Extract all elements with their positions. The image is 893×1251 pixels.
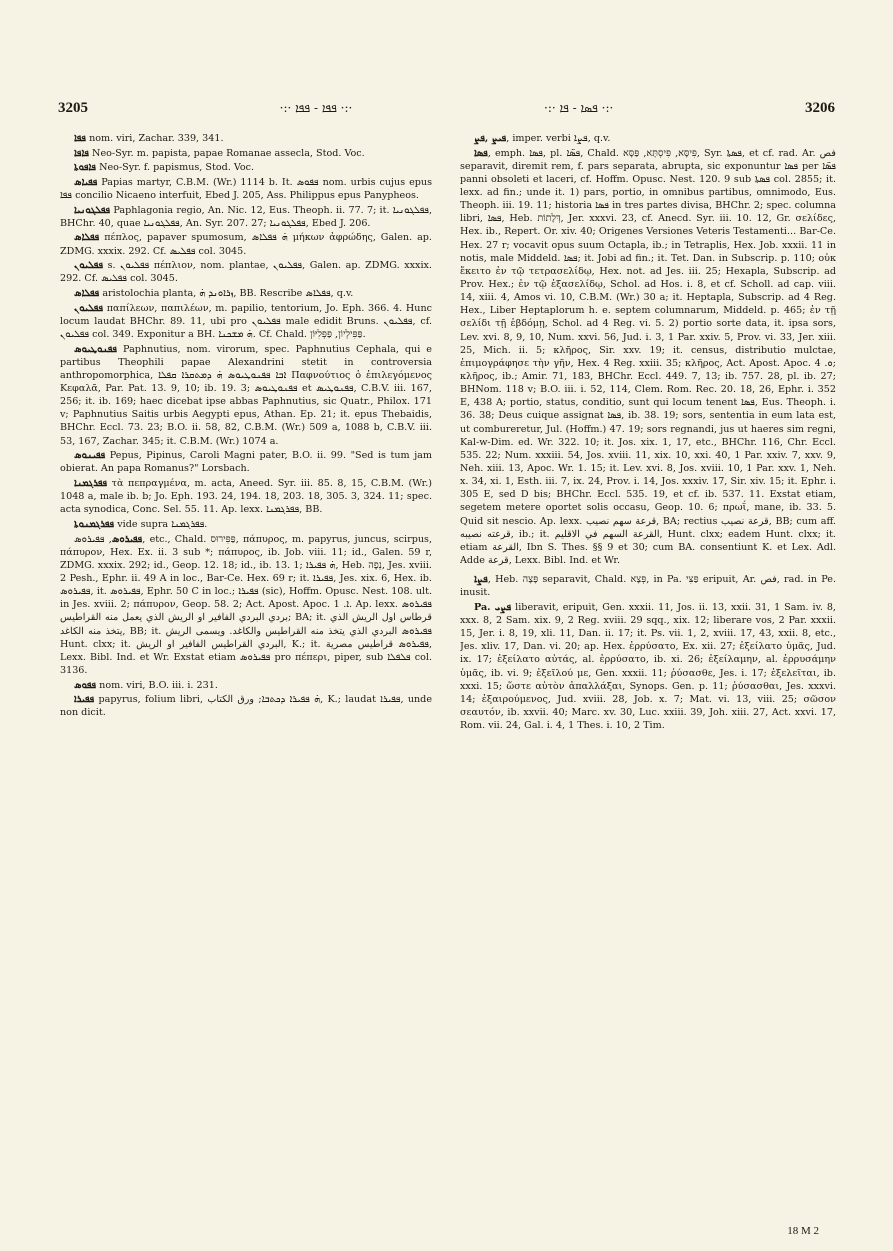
entry-headword: ܦܦܠܝܘܢ bbox=[74, 260, 104, 272]
right-page-number: 3206 bbox=[804, 99, 835, 116]
entry-headword: ܦܦܝܪܘܣ bbox=[111, 533, 143, 545]
entry-headword: ܦܦܪܓܡܢܐ bbox=[74, 478, 108, 490]
left-running-title: ·:· ܦܦܐ - ܦܦܐ ·:· bbox=[279, 100, 353, 115]
entry-headword: ܦܦܝܢܘܣ bbox=[74, 450, 106, 462]
entry-text: παπίλεων, παπιλέων, m. papilio, tentorium, Jo. Eph. 366. 4. Hunc locum laudat BHChr. 89. 11, ubi pro ܦܦܠܝܘܢ male edidit Bruns. ܦܦܠܝܘܢ, cf. ܦܦܠܝܘܢ col. 349. Exponitur a BH. ܗ̇ ܡܫܟܢܐ. Cf. Chald. פַּפִּילְיוֹן, פַּפְּלִיּוֹן. bbox=[60, 302, 432, 340]
entry-headword: Pa. ܦܨܝ bbox=[474, 601, 512, 613]
entry-text: Papias martyr, C.B.M. (Wr.) 1114 b. It. ܦܦܘܣ nom. urbis cujus epus ܦܦܐ concilio Nicaeno interfuit, Ebed J. 205, Ass. Philippus epus Panypheos. bbox=[60, 176, 432, 202]
entry-text: Neo-Syr. m. papista, papae Romanae assecla, Stod. Voc. bbox=[89, 147, 365, 159]
dictionary-entry bbox=[60, 204, 432, 230]
entry-headword: ܦܦܠܓܘܢܝܐ bbox=[74, 204, 111, 216]
dictionary-entry bbox=[60, 302, 432, 341]
left-column bbox=[60, 132, 432, 1211]
signature-mark: 18 M 2 bbox=[787, 1225, 819, 1237]
dictionary-entry bbox=[60, 147, 432, 160]
dictionary-entry bbox=[60, 287, 432, 300]
dictionary-entry bbox=[60, 231, 432, 257]
entry-headword: ܦܝܨ ,ܦܨ bbox=[474, 133, 507, 144]
entry-headword: ܦܦܝܐܣ bbox=[74, 176, 98, 188]
entry-headword: ܦܣܐ bbox=[474, 147, 488, 159]
dictionary-entry bbox=[60, 161, 432, 174]
entry-headword: ܦܦܠܐܣ bbox=[74, 232, 100, 244]
entry-headword: ܦܦܪܓܡܢܘܬܐ bbox=[74, 518, 115, 530]
entry-text: liberavit, eripuit, Gen. xxxii. 11, Jos. ii. 13, xxii. 31, 1 Sam. iv. 8, xxx. 8, 2 Sam. xix. 9, 2 Reg. xviii. 29 sqq., xix. 12; liberare vos, 2 Par. xxxii. 15, Jer. i. 8, 19, xli. 11, Dan. ii. 17; it. Ps. vii. 1, 2, xviii. 17, 43, xxii. 8, etc., Jes. xliv. 17, Dan. vi. 20; ap. Hex. ἐρρύσατο, Ex. xii. 27; ἐξείλατο ὑμᾶς, Jud. ix. 17; ἐξείλατο αὐτάς, al. ἐρρύσατο, ib. xi. 26; ἐξείλαμην, al. ἐρρυσάμην ὑμᾶς, ib. vi. 9; ἐξεῖλού με, Gen. xxxii. 11; ῥύσασθε, Jes. i. 17; ἐξελεῖται, ib. xxxi. 15; ὥστε αὐτὸν ἀπαλλάξαι, Synops. Gen. p. 11; ῥύσασθαι, Jes. xxxvi. 14; ἐξαιρούμενος, Jud. xviii. 28, Job. x. 7; Mat. vi. 13, viii. 25; σῶσον σεαυτόν, ib. xxvii. 40; Marc. xv. 30, Luc. xxiii. 39, Joh. xiii. 27, Act. xxvi. 17, Rom. vii. 24, Gal. i. 4, 1 Thes. i. 10, 2 Tim. bbox=[460, 601, 836, 732]
entry-text: s. ܦܦܠܝܘܢ πέπλιον, nom. plantae, ܦܦܠܝܘܢ, Galen. ap. ZDMG. xxxix. 292. Cf. ܦܦܠܝܣ col. 3045. bbox=[60, 260, 432, 285]
entry-text: , imper. verbi ܦܨܐ, q.v. bbox=[506, 133, 611, 144]
entry-headword: ܦܦܠܐܣ bbox=[74, 288, 100, 300]
left-page-number: 3205 bbox=[58, 99, 88, 116]
entry-text: Paphnutius, nom. virorum, spec. Paphnutius Cephala, qui e partibus Theophili papae Alexandrini stetit in controversia anthropomorphica, ܐܒܐ ܦܦܢܘܛܝܘܣ ܗ̇ ܕܡܬܩܪܐ ܩܦܠܐ Παφνούτιος ὁ ἐπιλεγόμενος Κεφαλᾶ, Par. Pat. 13. 9, 10; ib. 19. 3; ܦܦܢܘܛܝܘܣ et ܦܦܢܘܛܝܣ, C.B.V. iii. 167, 256; it. ib. 169; haec dicebat ipse abbas Paphnutius, sic Quatr., Philox. 171 v; Paphnutius Saitis urbis Aegypti epus, Athan. Ep. 21; it. epus Thebaidis, BHChr. Eccl. 73. 23; B.O. ii. 58, 82, C.B.M. (Wr.) 509 a, 1088 b, C.B.V. iii. 53, 167, Zachar. 345; it. C.B.M. (Wr.) 1074 a. bbox=[60, 343, 432, 447]
entry-text: , emph. ܦܣܐ, pl. ܦܣ̈ܐ, Chald. פִּיסָּא, פִּיסְתָּא, פַּסָּא, Syr. ܦܣܬܐ, et cf. rad. Ar. فص separavit, diremit rem, f. pars separata, abrupta, sic exponuntur ܦܣܐ per ܦܣ̈ܐ panni obsoleti et laceri, cf. Hoffm. Opusc. Nest. 120. 9 sub ܦܣܬܐ col. 2855; it. lexx. ad fin.; unde it. 1) pars, portio, in omnibus partibus, omnimodo, Eus. Theoph. iii. 19. 11; historia ܦܣܐ in tres partes divisa, BHChr. 2; spec. columna libri, ܦܣܐ, Heb. דְּלָתוֹת, Jer. xxxvi. 23, cf. Anecd. Syr. iii. 10. 12, Gr. σελίδες, Hex. ib., Repert. Or. xiv. 40; Origenes Versiones Veteris Testamenti... Bar-Ce. Hex. 27 r; vocavit opus suum Octapla, ib.; in Tetraplis, Hex. Job. xxxii. 11 in notis, male Middeld. ܦܣܐ; it. Jobi ad fin.; it. Tet. Dan. in Subscrip. p. 110; οὐκ ἔκειτο ἐν τῷ τετρασελίδῳ, Hex. not. ad Jes. iii. 25; Hexapla, Subscrip. ad Prov. Hex.; ἐν τῷ ἑξασελίδῳ, Schol. ad Hos. i. 8, et cf. Scholl. ad cap. viii. 14, xiii. 4, Amos vi. 10, C.B.M. (Wr.) 30 a; it. Heptapla, Subscrip. ad 4 Reg. Hex., Liber Heptaplorum h. e. septem columnarum, Middeld. p. 465; ἐν τῇ σελίδι τῇ ἑβδόμῃ, Schol. ad 4 Reg. vi. 5. 2) portio sorte data, it. ipsa sors, Lev. xvi. 8, 9, 10, Num. xxvi. 56, Jud. i. 3, 1 Par. xxiv. 5, Prov. vi. 33, Jer. xiii. 25, Mich. ii. 5; κλῆρος, Sir. xxv. 19; it. census, distributio mulctae, ἐπιμογράφησε τὴν γῆν, Hex. 4 Reg. xxiii. 35; κλῆρος, Act. Apost. Apoc. ܘ. 4; κλῆρος, ib.; Amir. 71, 183, BHChr. Eccl. 449. 7, 13; ib. 757. 28, pl. ib. 27; BHNom. 118 v; B.O. iii. i. 52, 114, Clem. Rom. Rec. 20. 18, 26, Ephr. i. 352 E, 438 A; portio, status, conditio, sunt qui locum tenent ܦܣܐ, Eus. Theoph. i. 36. 38; Deus cuique assignat ܦܣܐ, ib. 38. 19; sors, sententia in eum lata est, ut combureretur, Jul. (Hoffm.) 47. 19; sors regnandi, jus ut haeres sim regni, Kal-w-Dim. ed. Wr. 322. 10; it. Jos. xix. 1, 17, etc., BHChr. 116, Chr. Eccl. 535. 22; Num. xxxiii. 54, Jos. xviii. 11, xix. 10, xxi. 40, 1 Par. xxiv. 7, xxv. 9, Neh. xiii. 13, Apoc. Wr. 1. 15; it. Lev. xvi. 8, Jos. xviii. 10, 1 Par. xxv. 1, Neh. x. 34, xi. 1, Esth. iii. 7, ix. 24, Prov. i. 14, Jos. xxxiv. 17, Sir. xiv. 15; it. Ephr. i. 305 E, sed D bis; BHChr. Eccl. 535. 19, et cf. ib. 537. 11. Exstat etiam, segetem metere oportet solis occasu, Geop. 10. 6; πρωΐ, mane, ib. 33. 5. Quid sit nescio. Ap. lexx. قرعة سهم نصيب, BA; rectius قرعة نصيب, BB; cum aff. قرعته نصيبه, ib.; it. القرعة السهم في الاقليم, Hunt. clxx; eadem Hunt. clxx; it. etiam القرعة, Ibn S. Thes. §§ 9 et 30; cum BA. consentiunt K. et Lex. Adl. Adde قرعة, Lexx. Bibl. Ind. et Wr. bbox=[460, 147, 836, 566]
entry-text: nom. viri, Zachar. 339, 341. bbox=[86, 133, 224, 144]
entry-text: , ܦܦܝܪܘܣ, etc., Chald. פַּפִּירוּס, πάπυρος, m. papyrus, juncus, scirpus, πάπυρον, Hex. Ex. ii. 3 sub *; πάπυρος, ib. Job. viii. 11; id., Galen. 59 r, ZDMG. xxxix. 292; id., Geop. 12. 18; id., ib. 13. 1; ܗ̇ ܦܦܝܪܐ, Heb. נְפֶה, Jes. xviii. 2 Pesh., Ephr. ii. 49 A in loc., Bar-Ce. Hex. 69 r; it. ܦܦܝܪܐ, Jes. xix. 6, Hex. ib. ܦܦܝܪܘܣ, it. ܦܦܝܪܘܣ, Ephr. 50 C in loc.; ܦܦܝܪܐ (sic), Hoffm. Opusc. Nest. 108. ult. in Jes. xviii. 2; πάπυρον, Geop. 58. 2; Act. Apost. Apoc. ܐ. 1. Ap. lexx. ܦܦܝܪܘܣ بردي البردي الفافير او الريش الذي يعمل منه القراطيس; BA; it. قرطاس اول الريش الذي يتخذ منه الكاغد, BB; it. ܦܦܝܪܘܣ البردي الذي يتخذ منه القراطيس والكاغد. ويسمى الريش Hunt. clxx; it. البردي القراطيس الفافير او الريش, K.; it. ܦܦܝܪܘܣ قراطيس مصرية, Lexx. Bibl. Ind. et Wr. Exstat etiam ܦܦܝܪܘܣ pro πέπερι, piper, sub ܦܠܦܠܐ col. 3136. bbox=[60, 533, 432, 676]
entry-headword: ܦܦܠܝܘܢ bbox=[74, 302, 104, 314]
dictionary-entry bbox=[60, 176, 432, 202]
dictionary-entry bbox=[60, 679, 432, 692]
entry-text: aristolochia planta, ܙܪܐܘܢܕ ܗ̇, BB. Rescribe ܦܦܠܐܣ, q.v. bbox=[99, 288, 354, 300]
dictionary-entry bbox=[60, 343, 432, 448]
entry-headword: ܦܐܦܘܬܐ bbox=[74, 162, 97, 174]
right-column bbox=[460, 132, 836, 1211]
dictionary-entry bbox=[460, 573, 836, 599]
dictionary-entry bbox=[60, 259, 432, 285]
dictionary-entry bbox=[460, 132, 836, 145]
entry-text: nom. viri, B.O. iii. i. 231. bbox=[96, 679, 218, 691]
dictionary-entry bbox=[60, 518, 432, 531]
dictionary-entry bbox=[60, 477, 432, 516]
entry-headword: ܦܦܢܘܛܝܘܣ bbox=[74, 343, 118, 355]
entry-headword: ܦܨܐ bbox=[474, 574, 488, 586]
dictionary-entry bbox=[60, 533, 432, 678]
entry-text: vide supra ܦܦܪܓܡܢܐ. bbox=[114, 518, 208, 530]
entry-text: Paphlagonia regio, An. Nic. 12, Eus. Theoph. ii. 77. 7; it. ܦܦܠܓܘܢܝܐ, BHChr. 40, quae ܦܦܠܓܘܢܝܐ, An. Syr. 207. 27; ܦܦܠܓܘܢܝܐ, Ebed J. 206. bbox=[60, 204, 432, 229]
entry-text: πέπλος, papaver spumosum, ܗ̇ ܦܦܠܐܣ μήκων ἀφρώδης, Galen. ap. ZDMG. xxxix. 292. Cf. ܦܦܠܝܣ col. 3045. bbox=[60, 232, 432, 257]
entry-text: papyrus, folium libri, ܗ̇ ܦܦܝܪܐ ܕܟܬܒܐ; ورق الكتاب, K.; laudat ܦܦܝܪܐ, unde non dicit. bbox=[60, 694, 432, 719]
entry-headword: ܦܦܝܪܐ bbox=[74, 694, 95, 706]
right-running-title: ·:· ܦܣܐ - ܦܐ ·:· bbox=[544, 100, 614, 115]
dictionary-entry bbox=[60, 693, 432, 719]
dictionary-entry bbox=[60, 449, 432, 475]
dictionary-entry bbox=[60, 132, 432, 145]
entry-text: Neo-Syr. f. papismus, Stod. Voc. bbox=[96, 162, 255, 174]
entry-text: Pepus, Pipinus, Caroli Magni pater, B.O. ii. 99. "Sed is tum jam obierat. An papa Romanus?" Lorsbach. bbox=[60, 450, 432, 475]
page-header bbox=[58, 96, 835, 120]
entry-headword: ܦܦܐ bbox=[74, 133, 87, 144]
entry-headword: ܦܐܦܐ bbox=[74, 147, 89, 159]
dictionary-entry bbox=[460, 147, 836, 568]
entry-text: τὰ πεπραγμένα, m. acta, Aneed. Syr. iii. 85. 8, 15, C.B.M. (Wr.) 1048 a, male ib. b; Jo. Eph. 193. 24, 194. 18, 203. 18, 305. 3, 324. 11; spec. acta synodica, Conc. Sel. 55. 11. Ap. lexx. ܦܦܪܓܡܢܐ, BB. bbox=[60, 478, 432, 516]
entry-text: , Heb. פָּצָה separavit, Chald. פְּצָא, in Pa. פַּצִּי eripuit, Ar. فص, rad. in Pe. inusit. bbox=[460, 574, 836, 599]
dictionary-entry bbox=[460, 601, 836, 732]
entry-headword: ܦܦܘܣ bbox=[74, 679, 97, 691]
